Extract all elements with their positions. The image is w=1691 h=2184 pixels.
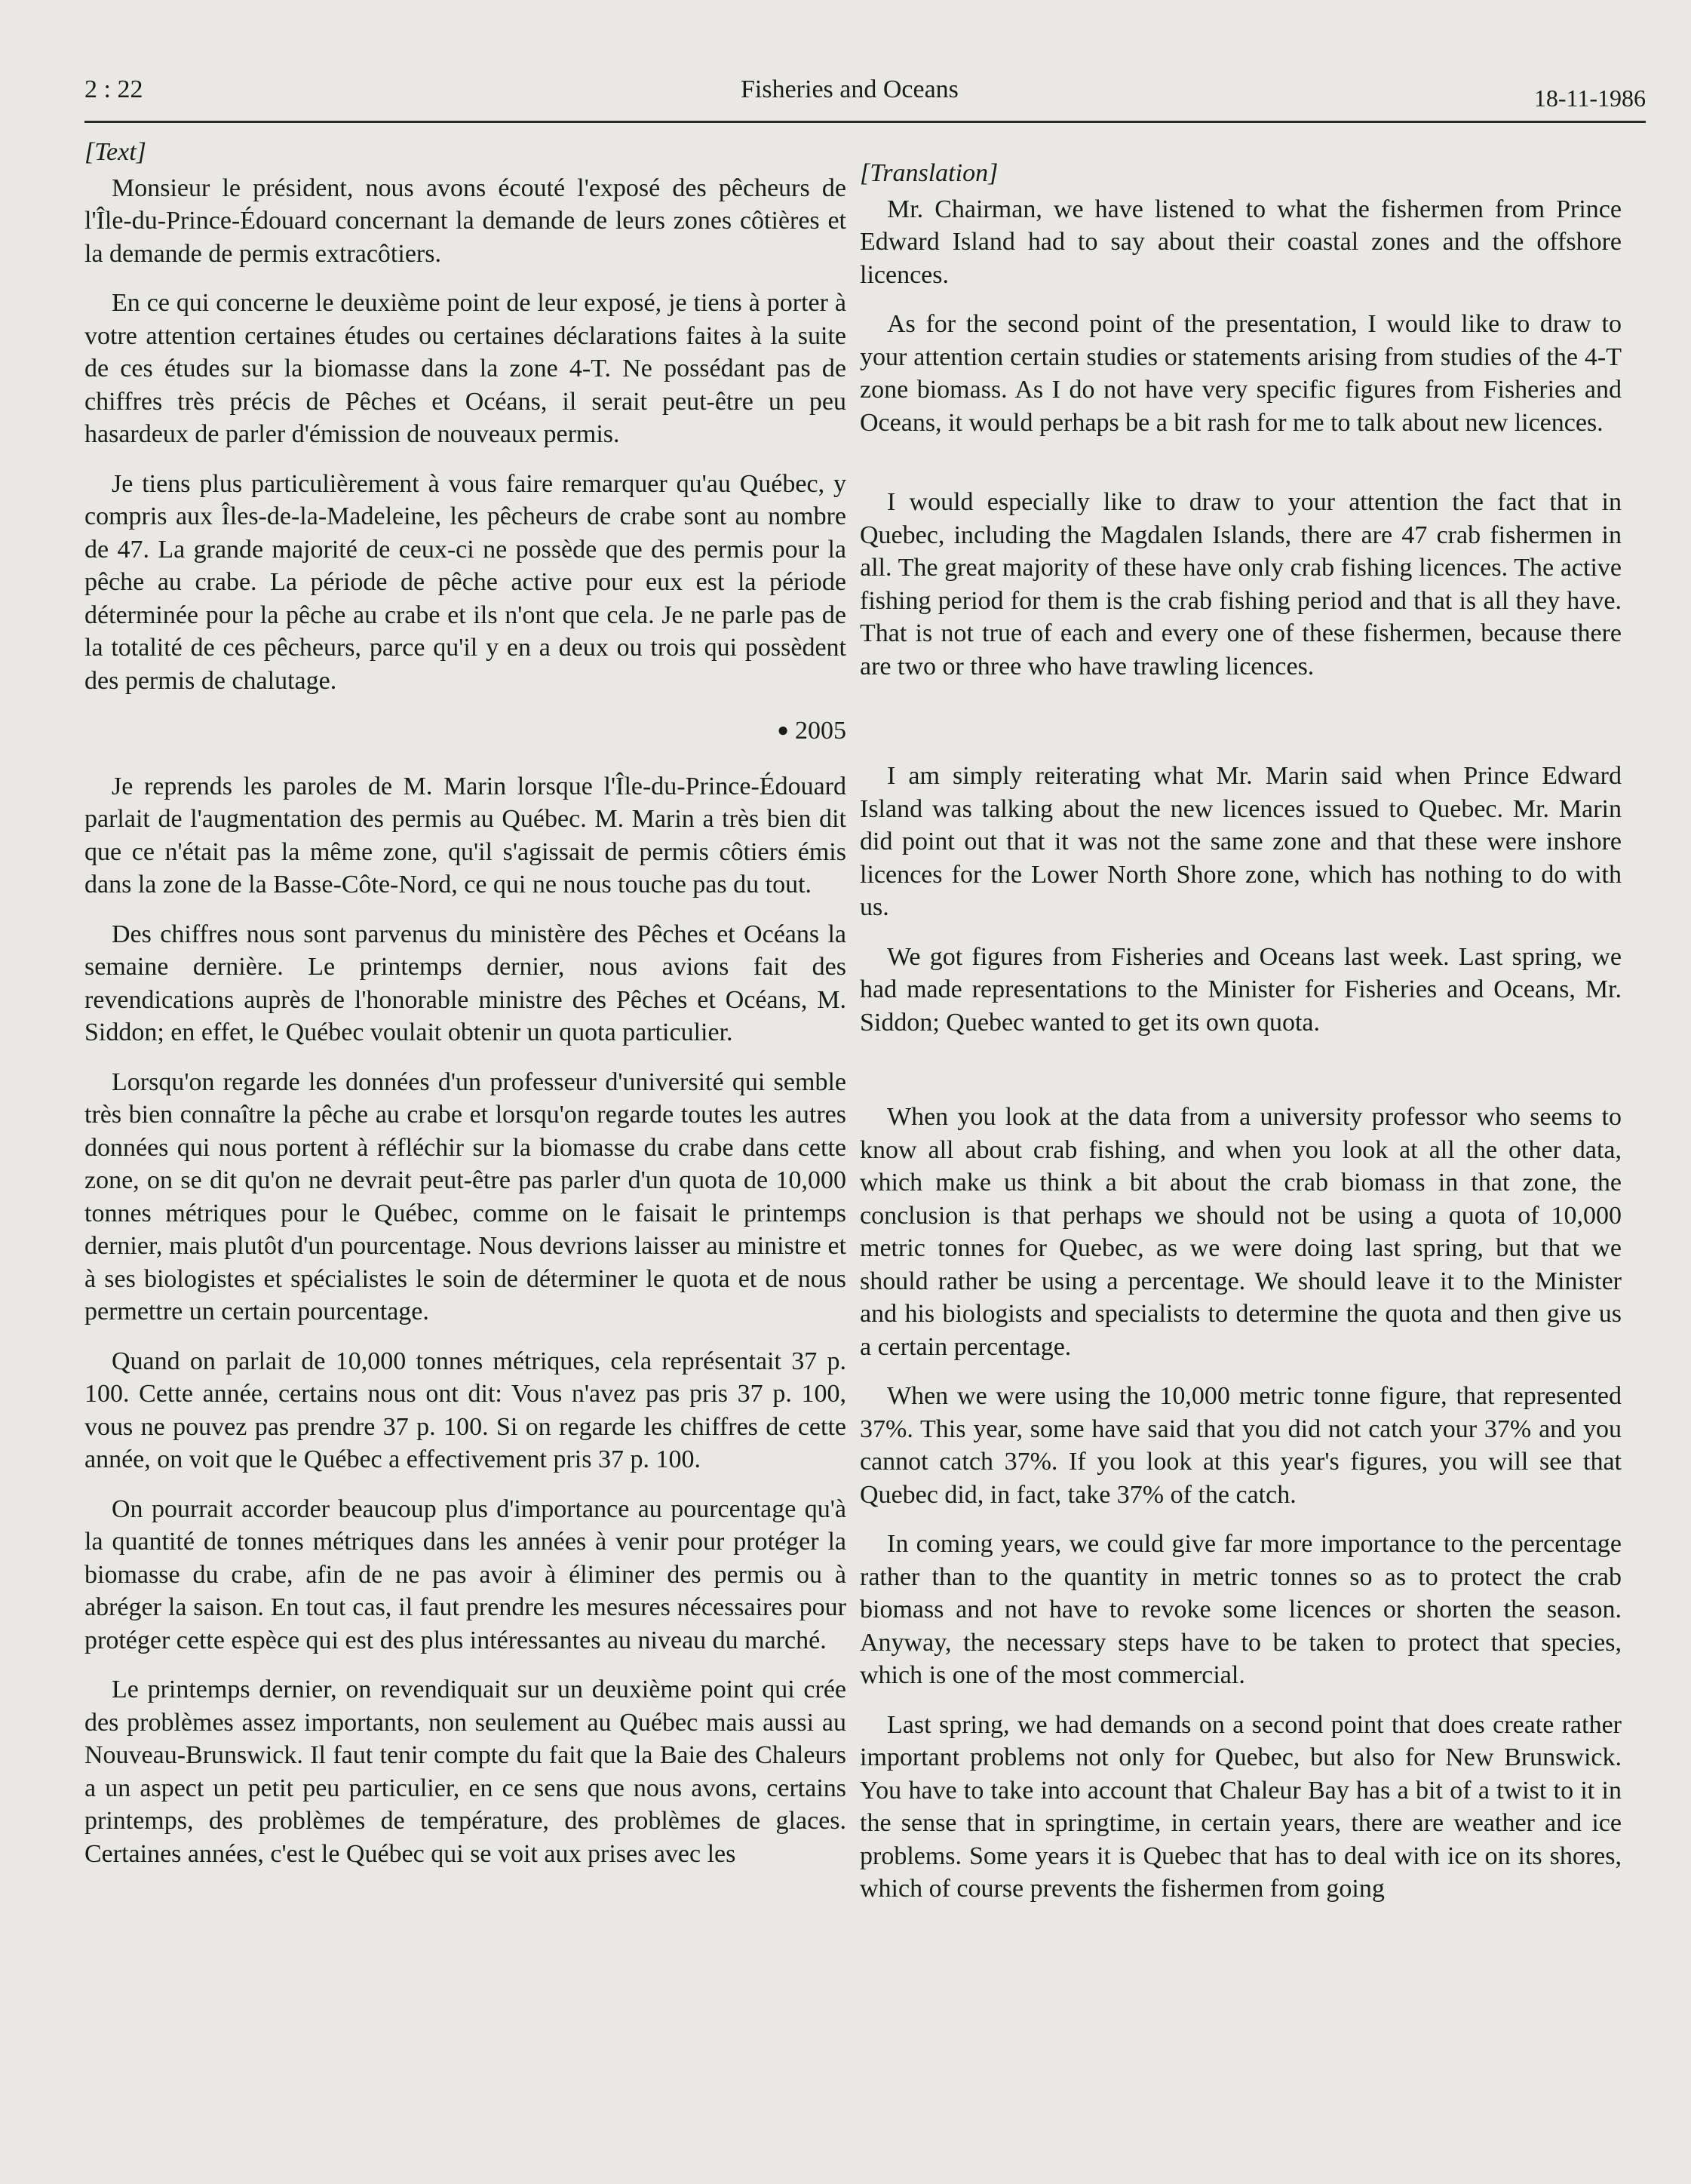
time-marker-value: 2005 <box>795 717 846 745</box>
paragraph: Des chiffres nous sont parvenus du ministère des Pêches et Océans la semaine dernière. Le printemps dernier, nous avions fait des revendications auprès de l'honorable ministre des Pêches et Océans, M. Siddon; en effet, le Québec voulait obtenir un quota particulier. <box>84 920 846 1046</box>
spacer <box>860 456 1622 486</box>
paragraph: We got figures from Fisheries and Oceans last week. Last spring, we had made representations to the Minister for Fisheries and Oceans, Mr. Siddon; Quebec wanted to get its own quota. <box>860 942 1622 1037</box>
paragraph: Je tiens plus particulièrement à vous faire remarquer qu'au Québec, y compris aux Îles-de-la-Madeleine, les pêcheurs de crabe sont au nombre de 47. La grande majorité de ceux-ci ne possède que des permis pour la pêche au crabe. La période de pêche active pour eux est la période déterminée pour la pêche au crabe et ils n'ont que cela. Je ne parle pas de la totalité de ces pêcheurs, parce qu'il y en a deux ou trois qui possèdent des permis de chalutage. <box>84 469 846 695</box>
paragraph: Last spring, we had demands on a second point that does create rather important problems not only for Quebec, but also for New Brunswick. You have to take into account that Chaleur Bay has a bit of a twist to it in the sense that in springtime, in certain years, there are weather and ice problems. Some years it is Quebec that has to deal with ice on its shores, which of course prevents the fishermen from going <box>860 1710 1622 1903</box>
committee-title: Fisheries and Oceans <box>741 75 959 103</box>
paragraph: When we were using the 10,000 metric tonne figure, that represented 37%. This year, some have said that you did not catch your 37% and you cannot catch 37%. If you look at this year's figures, you will see that Quebec did, in fact, take 37% of the catch. <box>860 1382 1622 1509</box>
english-translation-column <box>860 157 1622 1922</box>
paragraph: I am simply reiterating what Mr. Marin said when Prince Edward Island was talking about the new licences issued to Quebec. Mr. Marin did point out that it was not the same zone and that these were inshore licences for the Lower North Shore zone, which has nothing to do with us. <box>860 762 1622 921</box>
paragraph: Je reprends les paroles de M. Marin lorsque l'Île-du-Prince-Édouard parlait de l'augmentation des permis au Québec. M. Marin a très bien dit que ce n'était pas la même zone, qu'il s'agissait de permis côtiers émis dans la zone de la Basse-Côte-Nord, ce qui ne nous touche pas du tout. <box>84 772 846 898</box>
paragraph: Le printemps dernier, on revendiquait sur un deuxième point qui crée des problèmes assez importants, non seulement au Québec mais aussi au Nouveau-Brunswick. Il faut tenir compte du fait que la Baie des Chaleurs a un aspect un petit peu particulier, en ce sens que nous avons, certains printemps, des problèmes de température, des problèmes de glaces. Certaines années, c'est le Québec qui se voit aux prises avec les <box>84 1676 846 1868</box>
paragraph: Quand on parlait de 10,000 tonnes métriques, cela représentait 37 p. 100. Cette année, certains nous ont dit: Vous n'avez pas pris 37 p. 100, vous ne pouvez pas prendre 37 p. 100. Si on regarde les chiffres de cette année, on voit que le Québec a effectivement pris 37 p. 100. <box>84 1347 846 1473</box>
spacer <box>860 699 1622 760</box>
paragraph: When you look at the data from a university professor who seems to know all about crab fishing, and when you look at all the other data, which make us think a bit about the crab biomass in that zone, the conclusion is that perhaps we should not be using a quota of 10,000 metric tonnes for Quebec, as we were doing last spring, but that we should rather be using a percentage. We should leave it to the Minister and his biologists and specialists to determine the quota and then give us a certain percentage. <box>860 1103 1622 1361</box>
paragraph: I would especially like to draw to your attention the fact that in Quebec, including the Magdalen Islands, there are 47 crab fishermen in all. The great majority of these have only crab fishing licences. The active fishing period for them is the crab fishing period and that is all they have. That is not true of each and every one of these fishermen, because there are two or three who have trawling licences. <box>860 488 1622 680</box>
page-number: 2 : 22 <box>84 75 143 103</box>
bullet-icon: ● <box>777 719 789 741</box>
paragraph: Lorsqu'on regarde les données d'un professeur d'université qui semble très bien connaître la pêche au crabe et lorsqu'on regarde toutes les autres données qui nous portent à réfléchir sur la biomasse du crabe dans cette zone, on se dit qu'on ne devrait peut-être pas parler d'un quota de 10,000 tonnes métriques pour le Québec, comme on le faisait le printemps dernier, mais plutôt d'un pourcentage. Nous devrions laisser au ministre et à ses biologistes et spécialistes le soin de déterminer le quota et de nous permettre un certain pourcentage. <box>84 1067 846 1325</box>
paragraph: As for the second point of the presentation, I would like to draw to your attention certain studies or statements arising from studies of the 4-T zone biomass. As I do not have very specific figures from Fisheries and Oceans, it would perhaps be a bit rash for me to talk about new licences. <box>860 310 1622 437</box>
paragraph: En ce qui concerne le deuxième point de leur exposé, je tiens à porter à votre attention certaines études ou certaines déclarations faites à la suite de ces études sur la biomasse dans la zone 4-T. Ne possédant pas de chiffres très précis de Pêches et Océans, il serait peut-être un peu hasardeux de parler d'émission de nouveaux permis. <box>84 289 846 448</box>
paragraph: Monsieur le président, nous avons écouté l'exposé des pêcheurs de l'Île-du-Prince-Édouard concernant la demande de leurs zones côtières et la demande de permis extracôtiers. <box>84 174 846 268</box>
text-label: [Text] <box>84 138 146 166</box>
paragraph: Mr. Chairman, we have listened to what the fishermen from Prince Edward Island had to say about their coastal zones and the offshore licences. <box>860 195 1622 289</box>
time-marker <box>84 714 846 748</box>
french-text-column <box>84 136 846 1887</box>
page-date: 18-11-1986 <box>1533 84 1646 112</box>
translation-label: [Translation] <box>860 159 999 187</box>
paragraph: On pourrait accorder beaucoup plus d'importance au pourcentage qu'à la quantité de tonnes métriques dans les années à venir pour protéger la biomasse du crabe, afin de ne pas avoir à éliminer des permis ou à abréger la saison. En tout cas, il faut prendre les mesures nécessaires pour protéger cette espèce qui est des plus intéressantes au niveau du marché. <box>84 1494 846 1654</box>
paragraph: In coming years, we could give far more importance to the percentage rather than to the quantity in metric tonnes so as to protect the crab biomass and not have to revoke some licences or shorten the season. Anyway, the necessary steps have to be taken to protect that species, which is one of the most commercial. <box>860 1530 1622 1689</box>
spacer <box>860 1055 1622 1101</box>
page-header <box>84 75 1646 123</box>
